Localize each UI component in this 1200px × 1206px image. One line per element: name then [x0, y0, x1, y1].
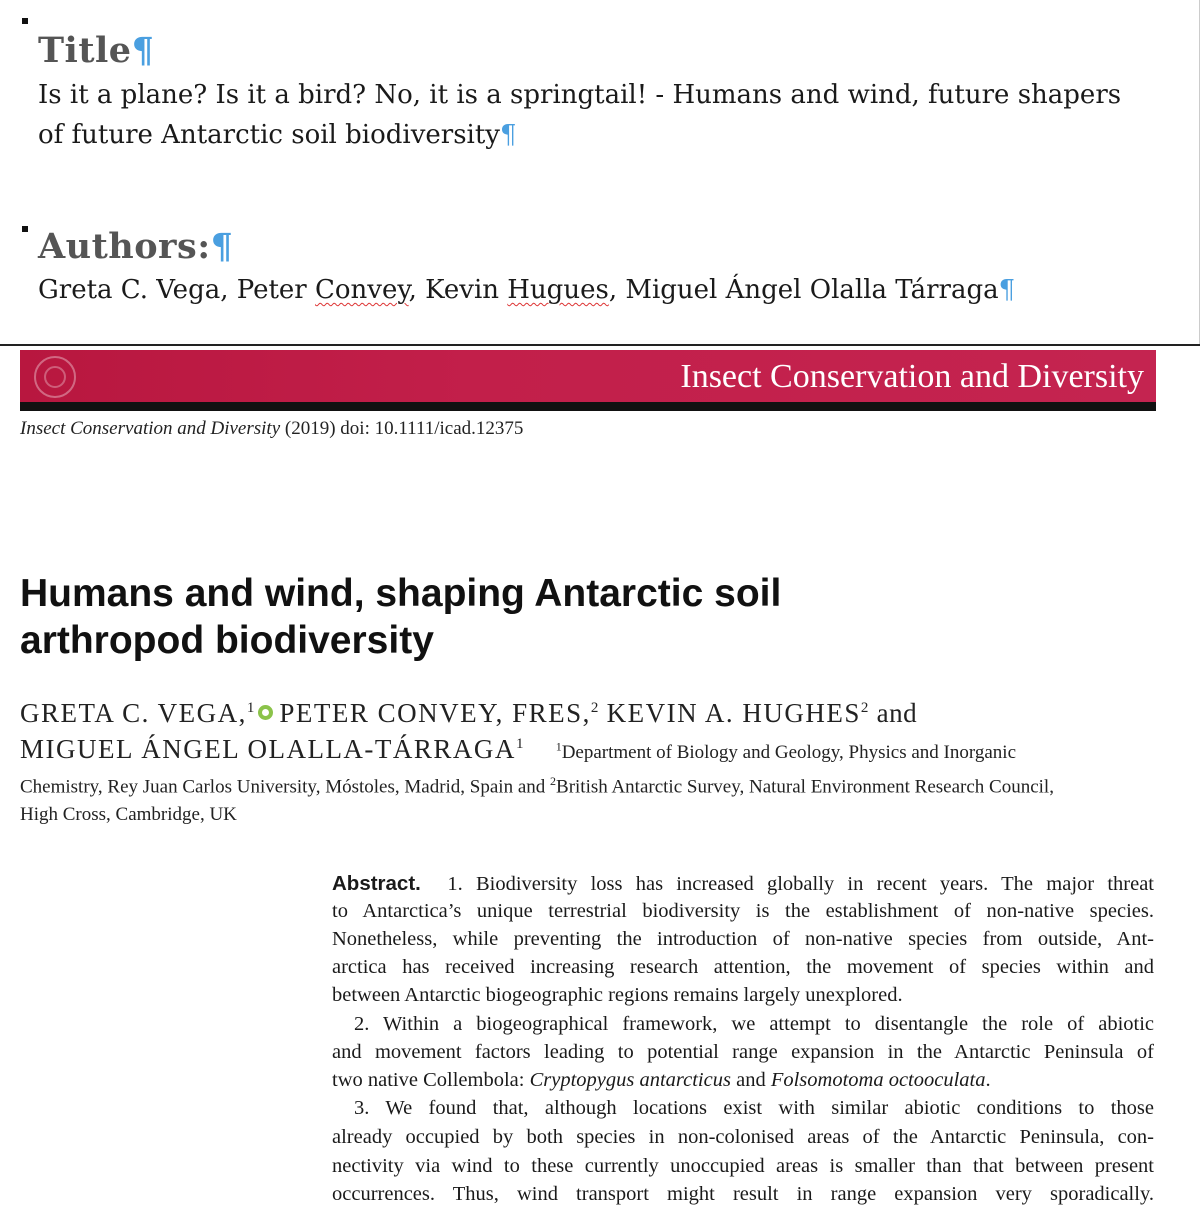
author-name: MIGUEL ÁNGEL OLALLA-TÁRRAGA: [20, 734, 516, 764]
authors-text: Greta C. Vega, Peter: [38, 275, 315, 305]
affiliation-text: Chemistry, Rey Juan Carlos University, Móstoles, Madrid, Spain and: [20, 776, 546, 798]
heading-bullet: [22, 226, 28, 232]
affiliation-line-2: [20, 774, 1054, 798]
abstract-line: and movement factors leading to potential range expansion in the Antarctic Peninsula of: [332, 1041, 1154, 1063]
abstract-text: 3. We found that, although locations exist with similar abiotic conditions to those: [354, 1097, 1154, 1119]
orcid-icon[interactable]: [258, 705, 273, 720]
pilcrow-mark: ¶: [998, 275, 1016, 305]
affiliation-line-3: [20, 804, 237, 826]
author-line-1: [20, 698, 917, 729]
abstract-line: [332, 872, 1154, 896]
abstract-line: nectivity via wind to these currently unoccupied areas is smaller than that between present: [332, 1155, 1154, 1177]
species-name: Cryptopygus antarcticus: [529, 1069, 731, 1091]
author-name: PETER CONVEY, FRES,: [279, 698, 591, 728]
paper-title: [20, 570, 781, 664]
paper-title-line-1: Humans and wind, shaping Antarctic soil: [20, 572, 782, 615]
species-name: Folsomotoma octooculata: [770, 1069, 986, 1091]
abstract-line: Nonetheless, while preventing the introduction of non-native species from outside, Ant-: [332, 928, 1154, 950]
doc-title-text-2: of future Antarctic soil biodiversity: [38, 120, 500, 150]
author-name: KEVIN A. HUGHES: [606, 698, 861, 728]
abstract-text: .: [985, 1069, 991, 1091]
abstract-line: arctica has received increasing research attention, the movement of species within and: [332, 956, 1154, 978]
affiliation-marker: 1: [555, 739, 562, 754]
abstract-line: [332, 1097, 1154, 1120]
abstract-line: between Antarctic biogeographic regions remains largely unexplored.: [332, 984, 903, 1006]
abstract-label: Abstract.: [332, 872, 421, 895]
authors-text: , Miguel Ángel Olalla Tárraga: [608, 275, 999, 305]
author-name: GRETA C. VEGA,: [20, 698, 247, 728]
section-divider: [0, 344, 1200, 346]
doc-title-line-2: [38, 120, 517, 150]
doc-authors-line: [38, 275, 1015, 305]
author-conjunction: and: [876, 698, 918, 728]
affiliation-text: High Cross, Cambridge, UK: [20, 804, 237, 825]
affiliation-marker: 2: [860, 700, 869, 716]
spellcheck-word[interactable]: Hugues: [507, 275, 609, 305]
authors-heading-text: Authors:: [38, 226, 211, 267]
authors-text: , Kevin: [408, 275, 508, 305]
citation-journal: Insect Conservation and Diversity: [20, 418, 281, 439]
affiliation-1: [555, 739, 1017, 763]
journal-banner-title: Insect Conservation and Diversity: [680, 358, 1144, 395]
pilcrow-mark: ¶: [500, 120, 517, 150]
citation-doi[interactable]: (2019) doi: 10.1111/icad.12375: [284, 418, 524, 439]
abstract-line: to Antarctica’s unique terrestrial biodiversity is the establishment of non-native species.: [332, 900, 1154, 922]
title-heading: [38, 30, 154, 71]
affiliation-text: Department of Biology and Geology, Physics and Inorganic: [561, 742, 1017, 763]
abstract-text: and: [736, 1069, 766, 1091]
affiliation-marker: 1: [246, 700, 255, 716]
abstract-text: two native Collembola:: [332, 1069, 525, 1091]
authors-heading: [38, 226, 233, 267]
abstract-text: 1. Biodiversity loss has increased globally in recent years. The major threat: [447, 873, 1155, 895]
doc-title-text-1: Is it a plane? Is it a bird? No, it is a springtail! - Humans and wind, future shapers: [38, 80, 1122, 110]
paper-title-line-2: arthropod biodiversity: [20, 619, 434, 662]
journal-banner: [20, 350, 1156, 402]
author-line-2: [20, 734, 1016, 765]
abstract-line: occurrences. Thus, wind transport might result in range expansion very sporadically.: [332, 1183, 1154, 1205]
affiliation-marker: 2: [550, 774, 557, 788]
pilcrow-mark: ¶: [210, 226, 234, 267]
title-heading-text: Title: [38, 30, 132, 71]
citation-line: [20, 418, 523, 440]
doc-title-line-1: [38, 80, 1121, 110]
spellcheck-word[interactable]: Convey: [315, 275, 409, 305]
affiliation-text: British Antarctic Survey, Natural Environment Research Council,: [556, 776, 1054, 798]
society-logo-icon: [34, 356, 76, 398]
affiliation-marker: 2: [590, 700, 599, 716]
abstract-line: [332, 1069, 991, 1092]
abstract-text: 2. Within a biogeographical framework, we attempt to disentangle the role of abiotic: [354, 1013, 1154, 1035]
heading-bullet: [22, 18, 28, 24]
abstract-line: already occupied by both species in non-colonised areas of the Antarctic Peninsula, con-: [332, 1126, 1154, 1148]
abstract-line: [332, 1013, 1154, 1036]
pilcrow-mark: ¶: [131, 30, 155, 71]
affiliation-marker: 1: [515, 736, 524, 752]
banner-underline: [20, 402, 1156, 411]
